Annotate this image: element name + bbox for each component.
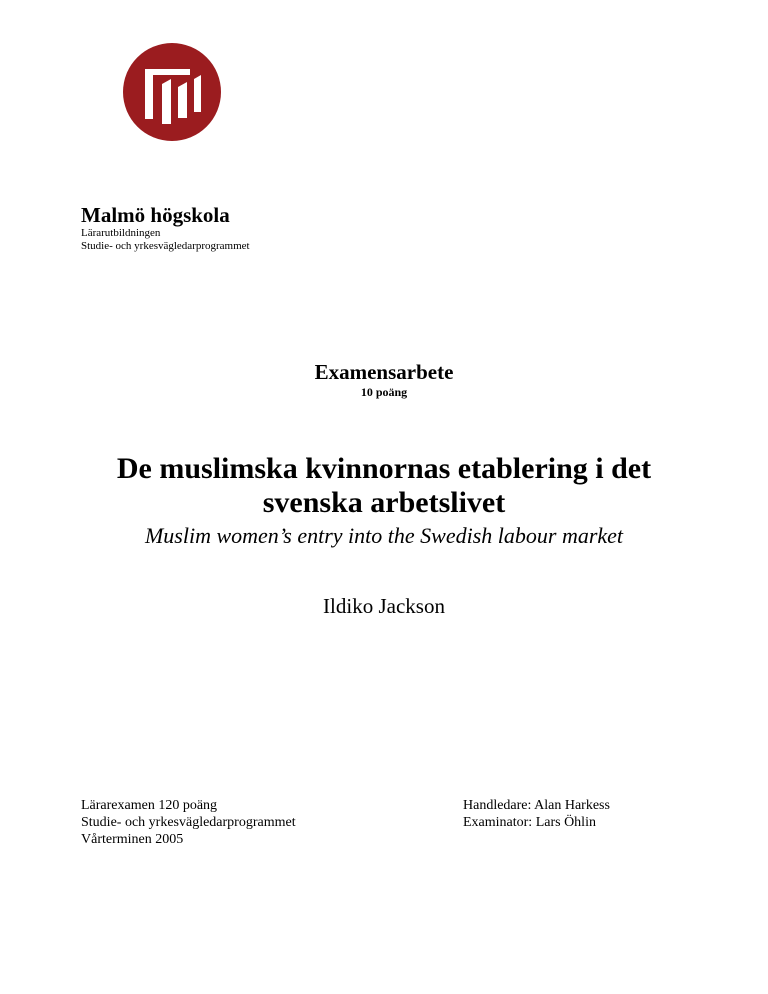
institution-department: Lärarutbildningen — [81, 227, 161, 239]
author-name: Ildiko Jackson — [323, 594, 445, 618]
institution-program: Studie- och yrkesvägledarprogrammet — [81, 240, 250, 252]
thesis-title-swedish-line2: svenska arbetslivet — [262, 486, 506, 519]
footer-supervisor: Handledare: Alan Harkess — [463, 798, 610, 813]
footer-degree: Lärarexamen 120 poäng — [81, 798, 218, 813]
footer-right-block — [463, 797, 610, 831]
thesis-title-block — [0, 452, 768, 549]
document-type-block — [0, 360, 768, 400]
institution-block — [81, 203, 250, 253]
malmo-hogskola-logo-icon — [122, 42, 222, 142]
thesis-title-english: Muslim women’s entry into the Swedish labour market — [144, 523, 624, 548]
thesis-title-swedish-line1: De muslimska kvinnornas etablering i det — [116, 452, 652, 485]
institution-name: Malmö högskola — [81, 203, 230, 227]
document-type-title: Examensarbete — [314, 360, 454, 384]
document-type-credits: 10 poäng — [360, 385, 408, 399]
footer-term: Vårterminen 2005 — [81, 832, 184, 847]
footer-examiner: Examinator: Lars Öhlin — [463, 815, 596, 830]
footer-program: Studie- och yrkesvägledarprogrammet — [81, 815, 296, 830]
footer-left-block — [81, 797, 296, 848]
